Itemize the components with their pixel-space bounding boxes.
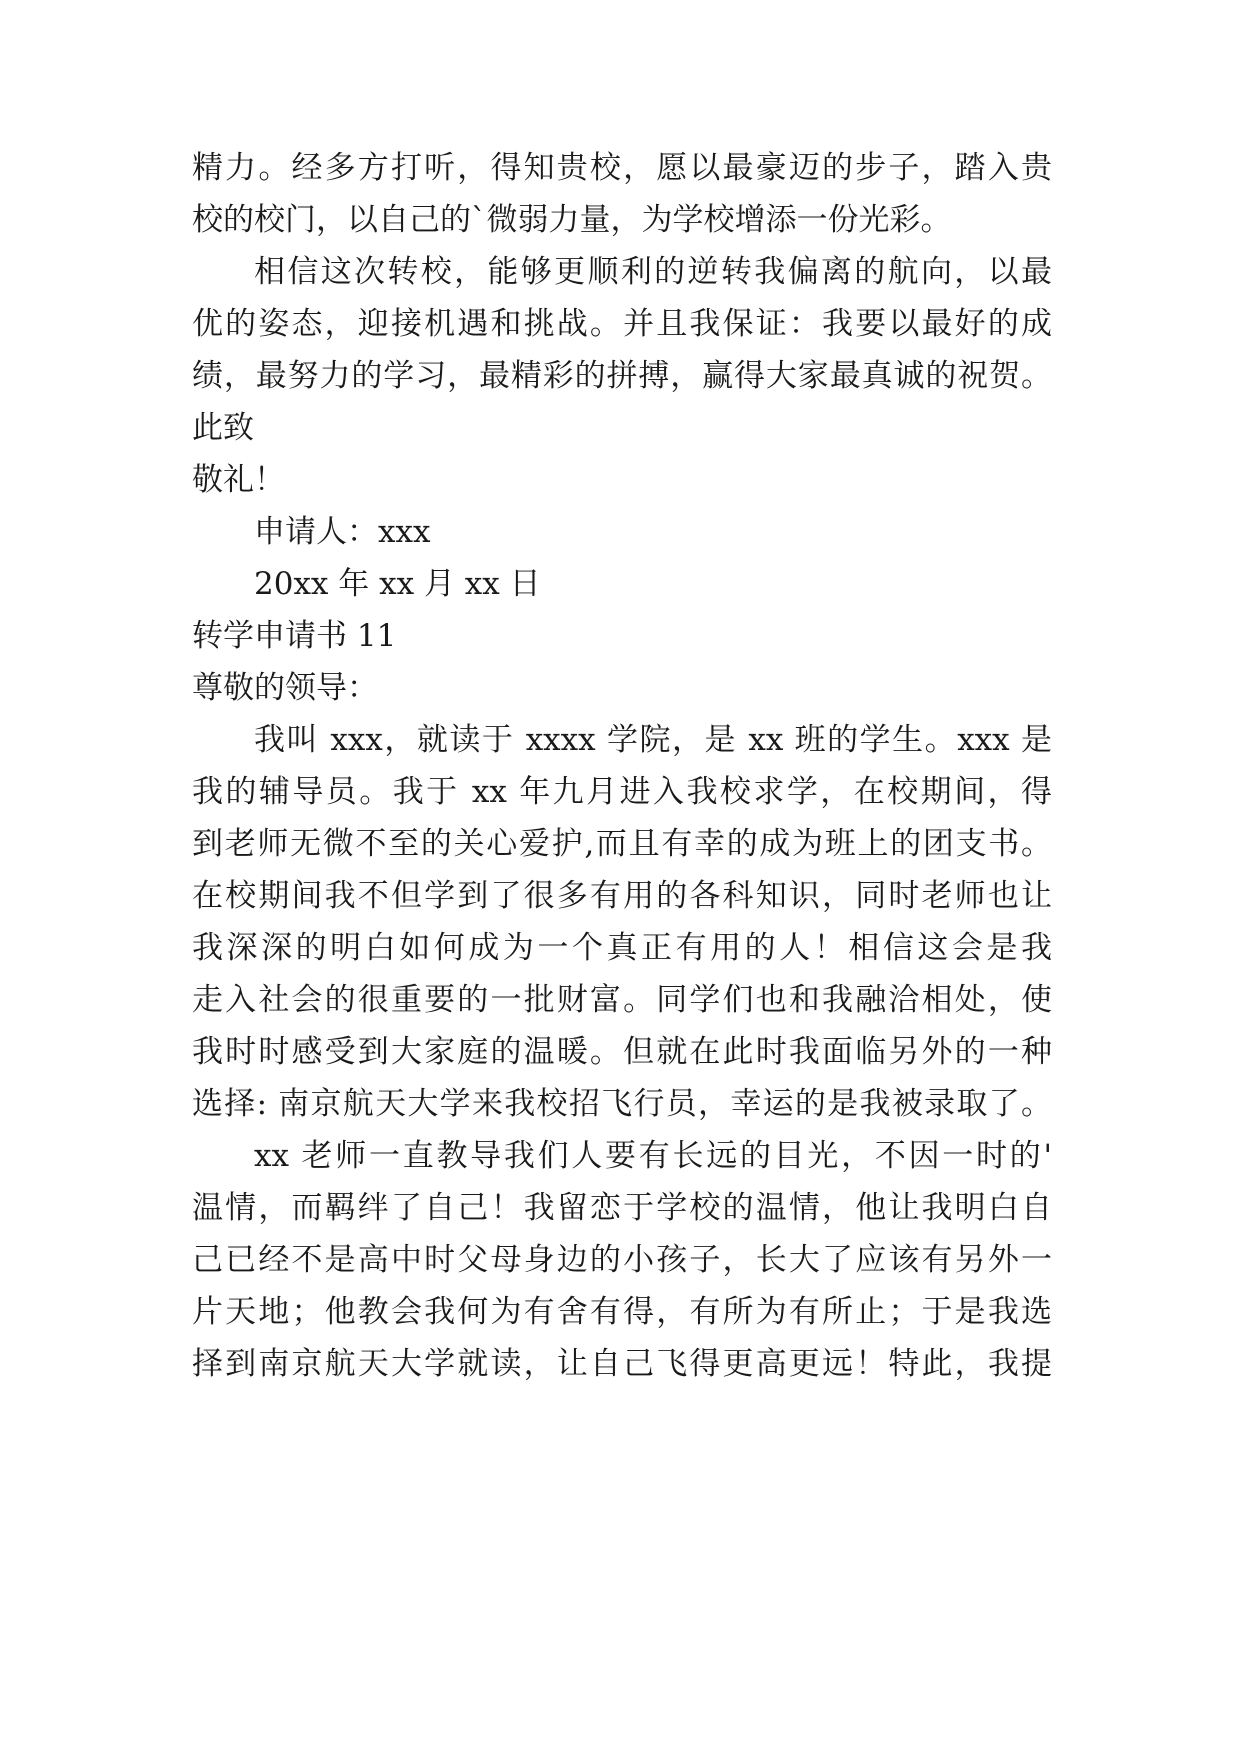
paragraph-line: 选择: 南京航天大学来我校招飞行员，幸运的是我被录取了。 [192,1086,1052,1122]
date-line: 20xx 年 xx 月 xx 日 [254,566,541,602]
greeting: 尊敬的领导： [192,670,378,706]
paragraph-line: 在校期间我不但学到了很多有用的各科知识，同时老师也让 [192,878,1052,914]
paragraph-line: 我深深的明白如何成为一个真正有用的人！相信这会是我 [192,930,1052,966]
paragraph-line: 我叫 xxx，就读于 xxxx 学院，是 xx 班的学生。xxx 是 [254,722,1052,758]
paragraph-line: 我时时感受到大家庭的温暖。但就在此时我面临另外的一种 [192,1034,1052,1070]
closing-phrase: 此致 [192,410,254,446]
section-title: 转学申请书 11 [192,618,397,654]
paragraph-line: xx 老师一直教导我们人要有长远的目光，不因一时的' [254,1138,1052,1174]
paragraph-line: 己已经不是高中时父母身边的小孩子，长大了应该有另外一 [192,1242,1052,1278]
paragraph-line: 精力。经多方打听，得知贵校，愿以最豪迈的步子，踏入贵 [192,150,1052,186]
paragraph-line: 片天地；他教会我何为有舍有得，有所为有所止；于是我选 [192,1294,1052,1330]
paragraph-line: 走入社会的很重要的一批财富。同学们也和我融洽相处，使 [192,982,1052,1018]
paragraph-line: 我的辅导员。我于 xx 年九月进入我校求学，在校期间，得 [192,774,1052,810]
paragraph-line: 择到南京航天大学就读，让自己飞得更高更远！特此，我提 [192,1346,1052,1382]
paragraph-line: 优的姿态，迎接机遇和挑战。并且我保证：我要以最好的成 [192,306,1052,342]
paragraph-line: 相信这次转校，能够更顺利的逆转我偏离的航向，以最 [254,254,1052,290]
paragraph-line: 温情，而羁绊了自己！我留恋于学校的温情，他让我明白自 [192,1190,1052,1226]
paragraph-line: 到老师无微不至的关心爱护,而且有幸的成为班上的团支书。 [192,826,1052,862]
paragraph-line: 校的校门，以自己的`微弱力量，为学校增添一份光彩。 [192,202,952,238]
applicant-signature: 申请人：xxx [254,514,431,550]
paragraph-line: 绩，最努力的学习，最精彩的拼搏，赢得大家最真诚的祝贺。 [192,358,1052,394]
salutation: 敬礼！ [192,462,285,498]
